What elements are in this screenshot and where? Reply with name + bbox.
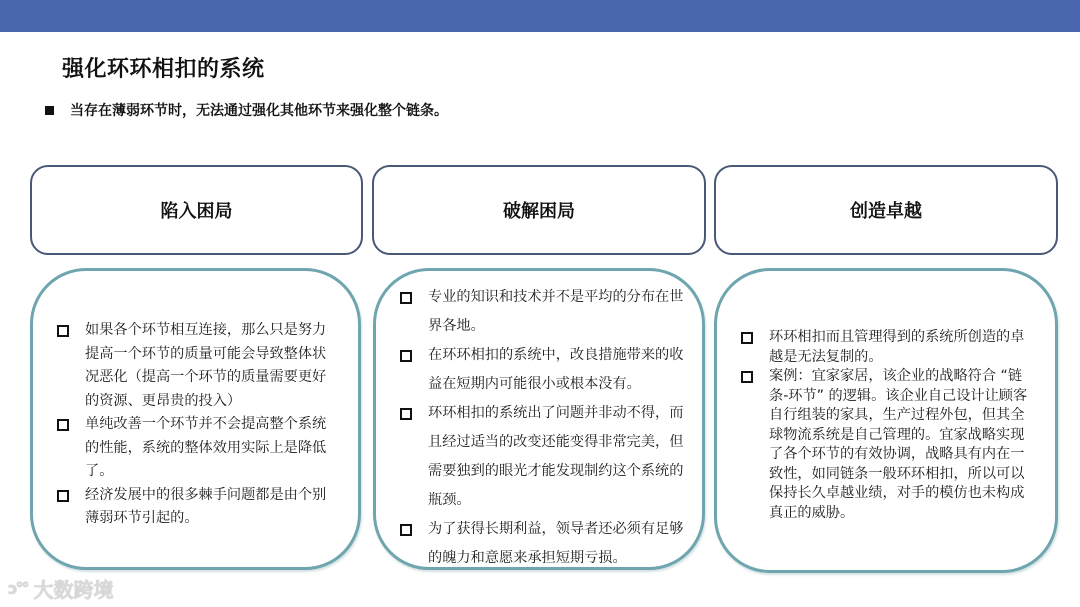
checkbox-bullet-icon [400, 350, 412, 362]
list-item: 为了获得长期利益，领导者还必须有足够的魄力和意愿来承担短期亏损。 [398, 515, 684, 573]
checkbox-bullet-icon [400, 524, 412, 536]
checkbox-bullet-icon [57, 490, 69, 502]
heading-label: 破解困局 [503, 201, 575, 222]
content-box-excellence [714, 268, 1058, 573]
checkbox-bullet-icon [741, 371, 753, 383]
heading-box-trapped [30, 165, 363, 255]
list-item: 案例：宜家家居，该企业的战略符合 “链条-环节” 的逻辑。该企业自己设计让顾客自行组装的家具，生产过程外包，但其全球物流系统是自己管理的。宜家战略实现了各个环节的有效协调，战略具有内在一致性，如同链条一般环环相扣，所以可以保持长久卓越业绩，对手的模仿也未构成真正的威胁。 [739, 367, 1037, 523]
list-item: 经济发展中的很多棘手问题都是由个别薄弱环节引起的。 [55, 484, 340, 531]
heading-label: 创造卓越 [850, 201, 922, 222]
bullet-list [55, 319, 340, 531]
checkbox-bullet-icon [741, 332, 753, 344]
checkbox-bullet-icon [400, 292, 412, 304]
watermark-text: 大数跨境 [33, 578, 114, 602]
list-item: 单纯改善一个环节并不会提高整个系统的性能，系统的整体效用实际上是降低了。 [55, 413, 340, 484]
heading-box-breakthrough [372, 165, 706, 255]
list-item: 在环环相扣的系统中，改良措施带来的收益在短期内可能很小或根本没有。 [398, 341, 684, 399]
page-title: 强化环环相扣的系统 [62, 57, 265, 82]
list-item: 如果各个环节相互连接，那么只是努力提高一个环节的质量可能会导致整体状况恶化（提高一个环节的质量需要更好的资源、更昂贵的投入） [55, 319, 340, 413]
checkbox-bullet-icon [400, 408, 412, 420]
list-item: 专业的知识和技术并不是平均的分布在世界各地。 [398, 283, 684, 341]
bullet-list [739, 328, 1037, 523]
content-box-trapped [30, 268, 361, 570]
content-box-breakthrough [373, 268, 705, 570]
subtitle-text: 当存在薄弱环节时，无法通过强化其他环节来强化整个链条。 [70, 103, 448, 119]
header-bar [0, 0, 1080, 32]
list-item: 环环相扣而且管理得到的系统所创造的卓越是无法复制的。 [739, 328, 1037, 367]
watermark-logo-icon: ↄ°° [8, 579, 28, 598]
square-bullet-icon [45, 106, 54, 115]
bullet-list [398, 283, 684, 573]
checkbox-bullet-icon [57, 325, 69, 337]
subtitle-bullet [45, 100, 448, 120]
heading-label: 陷入困局 [160, 201, 233, 222]
list-item: 环环相扣的系统出了问题并非动不得，而且经过适当的改变还能变得非常完美，但需要独到的眼光才能发现制约这个系统的瓶颈。 [398, 399, 684, 515]
watermark [8, 574, 113, 603]
heading-box-excellence [714, 165, 1058, 255]
checkbox-bullet-icon [57, 419, 69, 431]
